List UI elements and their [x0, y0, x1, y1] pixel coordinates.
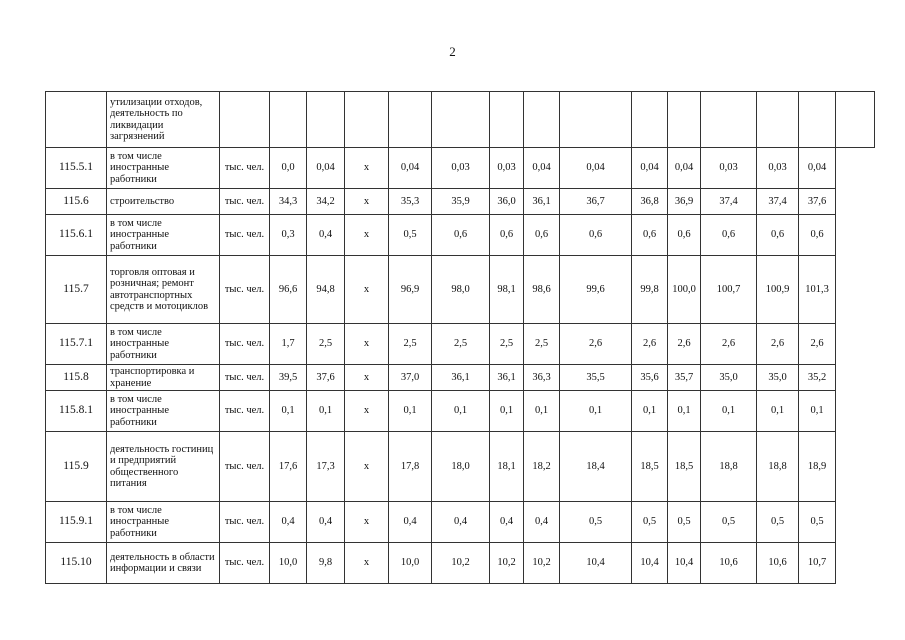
row-value: 98,6: [524, 256, 560, 324]
row-value: 100,7: [701, 256, 757, 324]
row-value: [345, 92, 389, 148]
row-value: 36,8: [632, 189, 668, 215]
row-value: 101,3: [799, 256, 836, 324]
row-value: 10,2: [524, 543, 560, 584]
row-value: 0,5: [389, 215, 432, 256]
row-name: в том числе иностранные работники: [107, 502, 220, 543]
row-value: 0,03: [757, 148, 799, 189]
row-value: 2,6: [632, 324, 668, 365]
row-value: 0,4: [490, 502, 524, 543]
row-name: в том числе иностранные работники: [107, 215, 220, 256]
row-code: 115.6: [46, 189, 107, 215]
row-code: 115.8: [46, 365, 107, 391]
row-value: 17,8: [389, 432, 432, 502]
row-value: 35,3: [389, 189, 432, 215]
row-value: 2,5: [307, 324, 345, 365]
row-value: 18,0: [432, 432, 490, 502]
row-value: 2,5: [524, 324, 560, 365]
row-unit: тыс. чел.: [220, 215, 270, 256]
row-code: 115.6.1: [46, 215, 107, 256]
row-value: 1,7: [270, 324, 307, 365]
row-unit: тыс. чел.: [220, 324, 270, 365]
row-name: в том числе иностранные работники: [107, 148, 220, 189]
row-value: [668, 92, 701, 148]
row-value: 37,4: [701, 189, 757, 215]
row-value: [799, 92, 836, 148]
row-name: в том числе иностранные работники: [107, 324, 220, 365]
row-value: 34,2: [307, 189, 345, 215]
row-name: транспортировка и хранение: [107, 365, 220, 391]
row-value: 0,1: [432, 391, 490, 432]
row-value: 99,8: [632, 256, 668, 324]
row-value: 37,4: [757, 189, 799, 215]
row-value: 18,2: [524, 432, 560, 502]
row-value: 0,03: [490, 148, 524, 189]
row-value: 96,9: [389, 256, 432, 324]
row-value: 0,1: [490, 391, 524, 432]
row-value: 2,6: [560, 324, 632, 365]
row-value: 2,6: [701, 324, 757, 365]
row-value: 9,8: [307, 543, 345, 584]
row-value: 10,0: [270, 543, 307, 584]
row-value: 0,6: [432, 215, 490, 256]
row-value: х: [345, 432, 389, 502]
row-value: 0,1: [701, 391, 757, 432]
row-value: 96,6: [270, 256, 307, 324]
row-value: 37,0: [389, 365, 432, 391]
row-value: 0,4: [389, 502, 432, 543]
row-value: 0,5: [701, 502, 757, 543]
row-value: 18,4: [560, 432, 632, 502]
row-value: 36,0: [490, 189, 524, 215]
row-value: [270, 92, 307, 148]
row-value: 0,6: [560, 215, 632, 256]
row-value: 0,1: [668, 391, 701, 432]
table-row: [46, 543, 875, 584]
row-value: х: [345, 148, 389, 189]
row-value: 36,7: [560, 189, 632, 215]
row-unit: тыс. чел.: [220, 365, 270, 391]
row-value: [757, 92, 799, 148]
row-value: 2,5: [490, 324, 524, 365]
row-value: 100,0: [668, 256, 701, 324]
row-value: 0,5: [560, 502, 632, 543]
row-value: 35,7: [668, 365, 701, 391]
table-row: [46, 391, 875, 432]
row-value: 0,1: [307, 391, 345, 432]
table-row: [46, 256, 875, 324]
table-row: [46, 502, 875, 543]
row-value: 18,9: [799, 432, 836, 502]
row-value: х: [345, 189, 389, 215]
table-row: [46, 92, 875, 148]
row-value: 94,8: [307, 256, 345, 324]
row-unit: тыс. чел.: [220, 432, 270, 502]
row-value: 0,1: [524, 391, 560, 432]
row-value: 39,5: [270, 365, 307, 391]
row-value: 34,3: [270, 189, 307, 215]
table-row: [46, 432, 875, 502]
page-number: 2: [449, 44, 456, 59]
row-value: 36,1: [524, 189, 560, 215]
row-value: 35,9: [432, 189, 490, 215]
table-row: [46, 148, 875, 189]
row-value: 10,6: [701, 543, 757, 584]
row-value: 0,5: [668, 502, 701, 543]
row-value: х: [345, 256, 389, 324]
row-value: 0,03: [701, 148, 757, 189]
row-value: 0,6: [701, 215, 757, 256]
row-value: 36,9: [668, 189, 701, 215]
row-value: 0,6: [632, 215, 668, 256]
row-unit: тыс. чел.: [220, 256, 270, 324]
row-value: 0,4: [270, 502, 307, 543]
table-row: [46, 189, 875, 215]
row-code: 115.7.1: [46, 324, 107, 365]
row-value: [490, 92, 524, 148]
row-value: 0,4: [432, 502, 490, 543]
row-name: торговля оптовая и розничная; ремонт автотранспортных средств и мотоциклов: [107, 256, 220, 324]
row-value: х: [345, 543, 389, 584]
row-name: деятельность гостиниц и предприятий общественного питания: [107, 432, 220, 502]
row-value: 0,04: [307, 148, 345, 189]
row-value: 10,2: [432, 543, 490, 584]
row-unit: [220, 92, 270, 148]
row-code: 115.9.1: [46, 502, 107, 543]
row-value: 36,1: [432, 365, 490, 391]
row-value: 18,1: [490, 432, 524, 502]
row-value: [307, 92, 345, 148]
row-value: 0,6: [668, 215, 701, 256]
row-unit: тыс. чел.: [220, 189, 270, 215]
row-code: [46, 92, 107, 148]
row-value: 0,5: [757, 502, 799, 543]
row-value: 0,1: [799, 391, 836, 432]
row-value: 18,8: [757, 432, 799, 502]
row-value: 0,1: [632, 391, 668, 432]
row-value: 0,04: [560, 148, 632, 189]
row-value: 0,0: [270, 148, 307, 189]
row-value: 18,5: [668, 432, 701, 502]
row-value: 17,3: [307, 432, 345, 502]
row-value: 18,5: [632, 432, 668, 502]
row-value: 37,6: [307, 365, 345, 391]
row-value: [389, 92, 432, 148]
row-value: 0,03: [432, 148, 490, 189]
row-value: 0,3: [270, 215, 307, 256]
row-value: 10,2: [490, 543, 524, 584]
row-code: 115.7: [46, 256, 107, 324]
row-value: 0,04: [524, 148, 560, 189]
row-value: 0,5: [799, 502, 836, 543]
row-value: 10,6: [757, 543, 799, 584]
row-name: строительство: [107, 189, 220, 215]
row-value: х: [345, 215, 389, 256]
row-value: х: [345, 502, 389, 543]
row-value: [701, 92, 757, 148]
row-value: 0,4: [307, 502, 345, 543]
row-value: 37,6: [799, 189, 836, 215]
row-value: 0,4: [307, 215, 345, 256]
table-row: [46, 365, 875, 391]
row-value: [836, 92, 875, 148]
row-value: [560, 92, 632, 148]
row-code: 115.9: [46, 432, 107, 502]
row-value: 99,6: [560, 256, 632, 324]
row-value: 0,1: [389, 391, 432, 432]
row-value: 10,4: [632, 543, 668, 584]
row-value: 0,1: [270, 391, 307, 432]
row-value: 0,04: [668, 148, 701, 189]
row-value: х: [345, 365, 389, 391]
row-value: 0,6: [490, 215, 524, 256]
table-row: [46, 324, 875, 365]
indicators-table: [45, 91, 875, 584]
row-code: 115.5.1: [46, 148, 107, 189]
row-value: 35,5: [560, 365, 632, 391]
row-unit: тыс. чел.: [220, 391, 270, 432]
row-code: 115.10: [46, 543, 107, 584]
row-value: 35,6: [632, 365, 668, 391]
row-value: х: [345, 391, 389, 432]
row-unit: тыс. чел.: [220, 148, 270, 189]
table-row: [46, 215, 875, 256]
row-name: утилизации отходов, деятельность по ликвидации загрязнений: [107, 92, 220, 148]
row-value: 0,6: [757, 215, 799, 256]
row-value: 2,6: [668, 324, 701, 365]
row-value: 0,6: [524, 215, 560, 256]
row-value: 10,7: [799, 543, 836, 584]
row-value: 36,1: [490, 365, 524, 391]
row-value: 98,1: [490, 256, 524, 324]
row-value: [432, 92, 490, 148]
row-code: 115.8.1: [46, 391, 107, 432]
row-value: 18,8: [701, 432, 757, 502]
row-unit: тыс. чел.: [220, 502, 270, 543]
row-value: 2,5: [389, 324, 432, 365]
row-value: 2,6: [757, 324, 799, 365]
row-value: 100,9: [757, 256, 799, 324]
row-value: 0,04: [389, 148, 432, 189]
row-value: 0,04: [799, 148, 836, 189]
row-value: 2,5: [432, 324, 490, 365]
row-value: 98,0: [432, 256, 490, 324]
row-value: 35,2: [799, 365, 836, 391]
row-value: 0,5: [632, 502, 668, 543]
row-value: 0,04: [632, 148, 668, 189]
row-value: х: [345, 324, 389, 365]
row-value: [632, 92, 668, 148]
row-value: 10,4: [560, 543, 632, 584]
row-name: деятельность в области информации и связи: [107, 543, 220, 584]
row-value: 0,1: [560, 391, 632, 432]
row-value: 35,0: [757, 365, 799, 391]
row-unit: тыс. чел.: [220, 543, 270, 584]
row-value: 2,6: [799, 324, 836, 365]
row-value: 36,3: [524, 365, 560, 391]
row-value: 10,0: [389, 543, 432, 584]
row-value: 0,1: [757, 391, 799, 432]
row-value: 35,0: [701, 365, 757, 391]
row-value: [524, 92, 560, 148]
row-value: 0,4: [524, 502, 560, 543]
row-value: 17,6: [270, 432, 307, 502]
row-name: в том числе иностранные работники: [107, 391, 220, 432]
row-value: 10,4: [668, 543, 701, 584]
row-value: 0,6: [799, 215, 836, 256]
